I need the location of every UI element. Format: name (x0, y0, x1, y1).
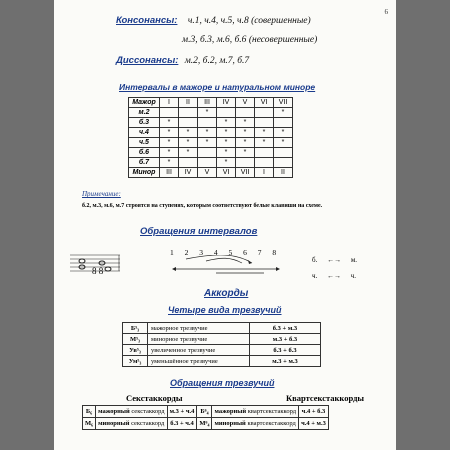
interval-cell (236, 158, 255, 168)
number: 4 (213, 248, 218, 257)
triad-row (123, 345, 321, 356)
intervals-header-row (129, 98, 293, 108)
inversion-row (83, 418, 329, 430)
interval-cell: * (198, 138, 217, 148)
degree-header: IV (217, 98, 236, 108)
quart-type: минорный (214, 420, 246, 427)
sext-type: минорный (98, 420, 130, 427)
triad-description: минорное трезвучие (148, 334, 250, 345)
major-label: Мажор (129, 98, 160, 108)
page (54, 0, 396, 450)
triad-symbol: Ум⁵₃ (123, 356, 148, 367)
interval-cell (179, 108, 198, 118)
interval-label: м.2 (129, 108, 160, 118)
interval-cell: * (160, 128, 179, 138)
triad-formula: б.3 + м.3 (250, 323, 321, 334)
interval-cell: * (255, 128, 274, 138)
triad-description: увеличенное трезвучие (148, 345, 250, 356)
triad-formula: б.3 + б.3 (250, 345, 321, 356)
triad-row (123, 334, 321, 345)
degree-header: VII (274, 98, 293, 108)
interval-cell (236, 108, 255, 118)
triad-description: мажорное трезвучие (148, 323, 250, 334)
pair-row (312, 252, 357, 268)
consonances-label: Консонансы: (116, 15, 178, 26)
interval-row (129, 158, 293, 168)
imperfect-intervals: м.3, б.3, м.6, б.6 (182, 35, 247, 45)
triad-symbol: Б⁵₃ (123, 323, 148, 334)
note-text: б.2, м.3, м.6, м.7 строятся на ступенях, которым соответствуют белые клавиши на схеме. (82, 203, 323, 209)
interval-cell: * (160, 158, 179, 168)
quart-description (212, 406, 299, 418)
quart-header: Квартсекстаккорды (286, 393, 365, 403)
page-number: 6 (384, 8, 388, 16)
minor-label: Минор (129, 168, 160, 178)
interval-cell: * (236, 118, 255, 128)
triad-formula: м.3 + б.3 (250, 334, 321, 345)
sext-name: секстаккорд (131, 408, 165, 415)
number: 2 (184, 248, 189, 257)
inversion-row (83, 406, 329, 418)
interval-cell: * (255, 138, 274, 148)
interval-label: б.3 (129, 118, 160, 128)
dissonances-label: Диссонансы: (116, 55, 179, 66)
interval-cell: * (160, 118, 179, 128)
interval-cell: * (160, 148, 179, 158)
interval-cell: * (236, 148, 255, 158)
note-label: Примечание: (82, 190, 121, 198)
interval-cell: * (236, 138, 255, 148)
number: 8 (272, 248, 277, 257)
interval-cell: * (160, 138, 179, 148)
inversion-title: Обращения интервалов (140, 226, 258, 237)
number: 6 (243, 248, 247, 257)
degree-header: VI (255, 98, 274, 108)
interval-row (129, 118, 293, 128)
interval-cell (179, 158, 198, 168)
sext-formula: м.3 + ч.4 (167, 406, 197, 418)
interval-cell: * (217, 138, 236, 148)
staff-eights: 8 8 (92, 266, 104, 276)
minor-degree: V (198, 168, 217, 178)
interval-cell (198, 158, 217, 168)
interval-label: ч.5 (129, 138, 160, 148)
number: 1 (170, 248, 174, 257)
interval-cell: * (179, 128, 198, 138)
triads-table (122, 322, 321, 367)
interval-cell (255, 108, 274, 118)
pair-left: ч. (312, 272, 318, 280)
sext-symbol: М₆ (83, 418, 96, 430)
interval-cell (198, 148, 217, 158)
triad-description: уменьшённое трезвучие (148, 356, 250, 367)
interval-cell (274, 148, 293, 158)
dissonances-list: м.2, б.2, м.7, б.7 (184, 56, 250, 66)
interval-cell: * (274, 138, 293, 148)
interval-label: б.6 (129, 148, 160, 158)
imperfect-note: (несовершенные) (248, 35, 318, 45)
number: 7 (257, 248, 262, 257)
perfect-note: (совершенные) (251, 16, 311, 26)
interval-cell (198, 118, 217, 128)
pair-right: ч. (350, 272, 357, 280)
interval-cell: * (179, 138, 198, 148)
interval-cell (255, 118, 274, 128)
interval-cell (160, 108, 179, 118)
interval-cell: * (198, 108, 217, 118)
minor-degree: III (160, 168, 179, 178)
sext-description (96, 406, 168, 418)
quart-symbol: Б⁶₄ (197, 406, 212, 418)
interval-cell (217, 108, 236, 118)
interval-row (129, 138, 293, 148)
sext-type: мажорный (98, 408, 130, 415)
triad-row (123, 323, 321, 334)
quart-name: квартсекстаккорд (247, 420, 296, 427)
quart-symbol: М⁶₄ (197, 418, 212, 430)
sext-formula: б.3 + ч.4 (167, 418, 197, 430)
degree-header: II (179, 98, 198, 108)
sext-header: Секстаккорды (126, 393, 183, 403)
interval-cell (179, 118, 198, 128)
degree-header: I (160, 98, 179, 108)
interval-cell: * (217, 158, 236, 168)
triads-title: Четыре вида трезвучий (168, 305, 282, 315)
triad-symbol: Ув⁵₃ (123, 345, 148, 356)
number: 3 (199, 248, 203, 257)
interval-label: б.7 (129, 158, 160, 168)
interval-cell: * (274, 128, 293, 138)
triad-inversions-title: Обращения трезвучий (170, 378, 275, 388)
interval-cell: * (217, 118, 236, 128)
sext-description (96, 418, 168, 430)
imperfect-line (182, 35, 317, 45)
interval-cell (274, 118, 293, 128)
quart-description (212, 418, 299, 430)
minor-row (129, 168, 293, 178)
sext-symbol: Б₆ (83, 406, 96, 418)
consonances-line (116, 15, 311, 26)
intervals-title: Интервалы в мажоре и натуральном миноре (119, 82, 316, 92)
pair-row (312, 268, 357, 284)
pair-left: б. (312, 256, 318, 264)
interval-cell (255, 148, 274, 158)
double-arrow-icon: ←→ (327, 256, 342, 264)
quart-formula: ч.4 + м.3 (299, 418, 329, 430)
inversions-table (82, 405, 329, 430)
interval-row (129, 108, 293, 118)
interval-cell (274, 158, 293, 168)
quart-name: квартсекстаккорд (247, 408, 297, 415)
interval-cell: * (179, 148, 198, 158)
interval-cell: * (274, 108, 293, 118)
triad-symbol: М⁵₃ (123, 334, 148, 345)
triad-formula: м.3 + м.3 (250, 356, 321, 367)
interval-cell: * (236, 128, 255, 138)
quart-type: мажорный (214, 408, 247, 415)
triad-row (123, 356, 321, 367)
dissonances-line (116, 55, 249, 66)
interval-cell: * (217, 148, 236, 158)
number: 5 (228, 248, 233, 257)
inversion-pairs (312, 252, 357, 284)
minor-degree: VII (236, 168, 255, 178)
degree-header: V (236, 98, 255, 108)
interval-row (129, 148, 293, 158)
inversion-arrows (166, 255, 286, 277)
interval-cell: * (217, 128, 236, 138)
interval-label: ч.4 (129, 128, 160, 138)
degree-header: III (198, 98, 217, 108)
interval-row (129, 128, 293, 138)
double-arrow-icon: ←→ (327, 272, 342, 280)
minor-degree: VI (217, 168, 236, 178)
perfect-intervals: ч.1, ч.4, ч.5, ч.8 (187, 16, 249, 26)
minor-degree: IV (179, 168, 198, 178)
pair-right: м. (350, 256, 357, 264)
minor-degree: II (274, 168, 293, 178)
minor-degree: I (255, 168, 274, 178)
quart-formula: ч.4 + б.3 (299, 406, 329, 418)
interval-cell: * (198, 128, 217, 138)
intervals-table (128, 97, 293, 178)
chords-title: Аккорды (204, 288, 249, 299)
interval-cell (255, 158, 274, 168)
sext-name: секстаккорд (131, 420, 165, 427)
